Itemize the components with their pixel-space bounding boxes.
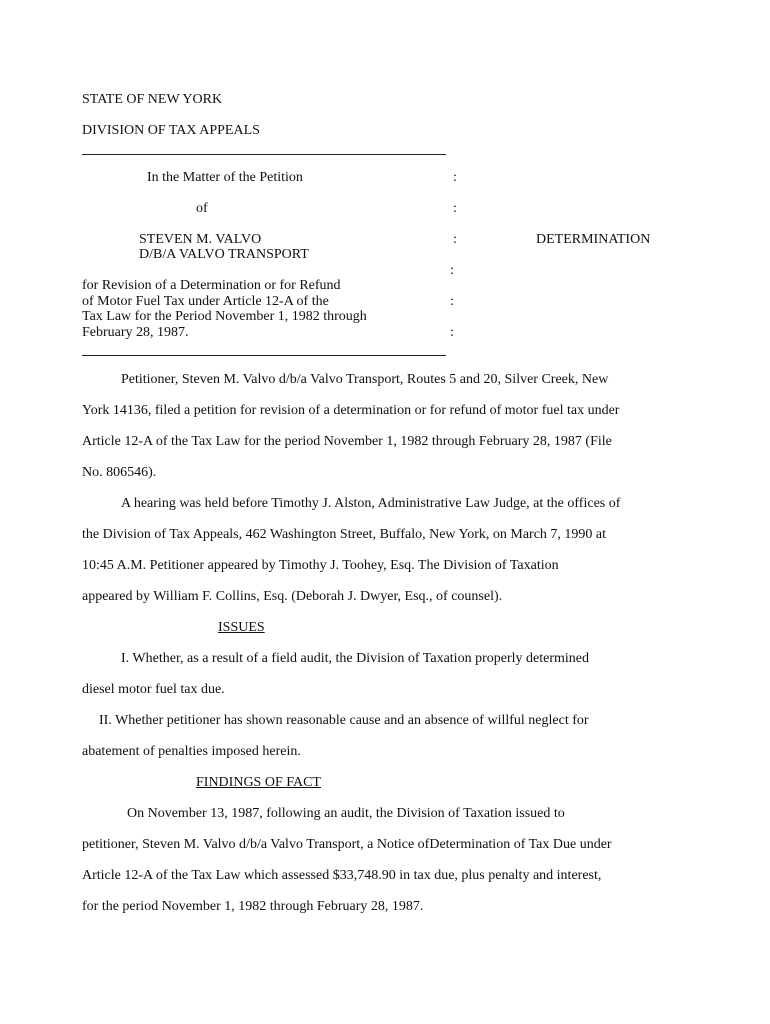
finding-line: for the period November 1, 1982 through February 28, 1987. <box>82 899 424 914</box>
paragraph-line: York 14136, filed a petition for revision of a determination or for refund of motor fuel tax under <box>82 403 620 418</box>
paragraph-line: Article 12-A of the Tax Law for the period November 1, 1982 through February 28, 1987 (File <box>82 434 612 449</box>
caption-colon: : <box>450 325 454 340</box>
paragraph-line: appeared by William F. Collins, Esq. (Deborah J. Dwyer, Esq., of counsel). <box>82 589 503 604</box>
paragraph-line: Petitioner, Steven M. Valvo d/b/a Valvo Transport, Routes 5 and 20, Silver Creek, New <box>121 372 609 387</box>
finding-line: petitioner, Steven M. Valvo d/b/a Valvo Transport, a Notice ofDetermination of Tax Due under <box>82 837 612 852</box>
caption-purpose-line: February 28, 1987. <box>82 325 189 340</box>
issues-heading: ISSUES <box>218 620 265 635</box>
petitioner-dba: D/B/A VALVO TRANSPORT <box>139 247 309 262</box>
issue-line: abatement of penalties imposed herein. <box>82 744 301 759</box>
caption-colon: : <box>453 201 457 216</box>
issue-line: I. Whether, as a result of a field audit, the Division of Taxation properly determined <box>121 651 589 666</box>
paragraph-line: A hearing was held before Timothy J. Alston, Administrative Law Judge, at the offices of <box>121 496 621 511</box>
caption-colon: : <box>450 263 454 278</box>
caption-bottom-rule <box>82 355 446 356</box>
caption-top-rule <box>82 154 446 155</box>
caption-matter: In the Matter of the Petition <box>147 170 303 185</box>
findings-heading: FINDINGS OF FACT <box>196 775 321 790</box>
issue-line: diesel motor fuel tax due. <box>82 682 225 697</box>
caption-colon: : <box>453 232 457 247</box>
document-type: DETERMINATION <box>536 232 651 247</box>
caption-colon: : <box>450 294 454 309</box>
paragraph-line: 10:45 A.M. Petitioner appeared by Timothy J. Toohey, Esq. The Division of Taxation <box>82 558 559 573</box>
caption-colon: : <box>453 170 457 185</box>
caption-purpose-line: of Motor Fuel Tax under Article 12-A of the <box>82 294 329 309</box>
issue-line: II. Whether petitioner has shown reasonable cause and an absence of willful neglect for <box>99 713 589 728</box>
petitioner-name: STEVEN M. VALVO <box>139 232 262 247</box>
finding-line: On November 13, 1987, following an audit, the Division of Taxation issued to <box>127 806 565 821</box>
caption-purpose-line: for Revision of a Determination or for Refund <box>82 278 341 293</box>
caption-of: of <box>196 201 208 216</box>
state-heading: STATE OF NEW YORK <box>82 92 223 107</box>
division-heading: DIVISION OF TAX APPEALS <box>82 123 260 138</box>
finding-line: Article 12-A of the Tax Law which assessed $33,748.90 in tax due, plus penalty and interest, <box>82 868 602 883</box>
paragraph-line: the Division of Tax Appeals, 462 Washington Street, Buffalo, New York, on March 7, 1990 at <box>82 527 607 542</box>
paragraph-line: No. 806546). <box>82 465 157 480</box>
caption-purpose-line: Tax Law for the Period November 1, 1982 through <box>82 309 367 324</box>
